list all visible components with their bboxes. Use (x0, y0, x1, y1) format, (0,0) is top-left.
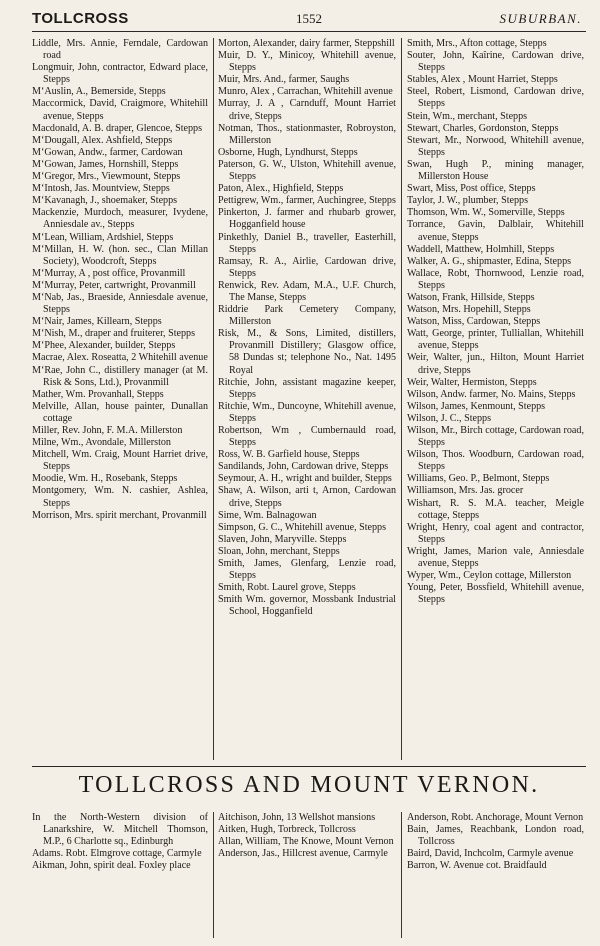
running-head-section: SUBURBAN. (499, 11, 582, 26)
directory-entry: Bain, James, Reachbank, London road, Tollcross (407, 824, 584, 848)
directory-entry: Risk, M., & Sons, Limited, distillers, Provanmill Distillery; Glasgow office, 58 Dundas st; telephone No., Nat. 1495 Royal (218, 328, 396, 376)
directory-entry: Taylor, J. W., plumber, Stepps (407, 195, 529, 207)
directory-entry: Muir, Mrs. And., farmer, Saughs (218, 74, 350, 86)
directory-entry: Watson, Miss, Cardowan, Stepps (407, 316, 541, 328)
directory-entry: Ramsay, R. A., Airlie, Cardowan drive, Stepps (218, 255, 396, 279)
directory-entry: Melville, Allan, house painter, Dunallan cottage (32, 400, 208, 424)
directory-entry: Wilson, James, Kenmount, Stepps (407, 400, 546, 412)
directory-entry: Smith, Robt. Laurel grove, Stepps (218, 582, 356, 594)
directory-entry: Notman, Thos., stationmaster, Robroyston, Millerston (218, 122, 396, 146)
running-head-place: TOLLCROSS (32, 10, 129, 27)
directory-entry: Riddrie Park Cemetery Company, Millerston (218, 304, 396, 328)
directory-column-2 (218, 38, 396, 619)
directory-entry: Longmuir, John, contractor, Edward place, Stepps (32, 62, 208, 86)
directory-entry: Shaw, A. Wilson, arti t, Arnon, Cardowan drive, Stepps (218, 485, 396, 509)
directory-entry: Ross, W. B. Garfield house, Stepps (218, 449, 360, 461)
directory-entry: Mather, Wm. Provanhall, Stepps (32, 388, 164, 400)
directory-column-3 (407, 38, 584, 606)
directory-entry: Watt, George, printer, Tulliallan, Whitehill avenue, Stepps (407, 328, 584, 352)
directory-entry: Weir, Walter, Hermiston, Stepps (407, 376, 537, 388)
directory-entry: Slaven, John, Maryville. Stepps (218, 533, 347, 545)
column-divider (401, 812, 402, 938)
directory-entry: Adams. Robt. Elmgrove cottage, Carmyle (32, 848, 202, 860)
directory-entry: Weir, Walter, jun., Hilton, Mount Harriet drive, Stepps (407, 352, 584, 376)
section-column-1 (32, 812, 208, 872)
directory-entry: In the North-Western division of Lanarkshire, W. Mitchell Thomson, M.P., 6 Charlotte sq., Edinburgh (32, 812, 208, 848)
directory-entry: Stewart, Charles, Gordonston, Stepps (407, 122, 559, 134)
directory-entry: Steel, Robert, Lismond, Cardowan drive, Stepps (407, 86, 584, 110)
directory-entry: Torrance, Gavin, Dalblair, Whitehill avenue, Stepps (407, 219, 584, 243)
directory-entry: Anderson, Robt. Anchorage, Mount Vernon (407, 812, 584, 823)
directory-entry: Williams, Geo. P., Belmont, Stepps (407, 473, 550, 485)
directory-entry: M‘Auslin, A., Bemerside, Stepps (32, 86, 166, 98)
directory-entry: Souter, John, Kaîrine, Cardowan drive, Stepps (407, 50, 584, 74)
directory-entry: Smith, James, Glenfarg, Lenzie road, Stepps (218, 558, 396, 582)
directory-entry: Stables, Alex , Mount Harriet, Stepps (407, 74, 558, 86)
directory-entry: Murray, J. A , Carnduff, Mount Harriet drive, Stepps (218, 98, 396, 122)
directory-column-1 (32, 38, 208, 522)
directory-entry: M‘Rae, John C., distillery manager (at M. Risk & Sons, Ltd.), Provanmill (32, 364, 208, 388)
directory-entry: M‘Gowan, Andw., farmer, Cardowan (32, 146, 183, 158)
directory-entry: Morton, Alexander, dairy farmer, Steppshill (218, 38, 395, 49)
directory-entry: M‘Murray, A , post office, Provanmill (32, 267, 186, 279)
directory-entry: Young, Peter, Bossfield, Whitehill avenue, Stepps (407, 582, 584, 606)
directory-entry: Simpson, G. C., Whitehill avenue, Stepps (218, 521, 387, 533)
directory-entry: Ritchie, John, assistant magazine keeper, Stepps (218, 376, 396, 400)
directory-entry: Muir, D. Y., Minicoy, Whitehill avenue, Stepps (218, 50, 396, 74)
directory-entry: Paterson, G. W., Ulston, Whitehill avenue, Stepps (218, 158, 396, 183)
directory-entry: M‘Murray, Peter, cartwright, Provanmill (32, 279, 196, 291)
directory-entry: Pinkethly, Daniel B., traveller, Easterhill, Stepps (218, 231, 396, 255)
directory-entry: Smith, Mrs., Afton cottage, Stepps (407, 38, 547, 49)
directory-entry: Pettigrew, Wm., farmer, Auchingree, Stepps (218, 195, 396, 207)
directory-entry: Liddle, Mrs. Annie, Ferndale, Cardowan road (32, 38, 208, 62)
directory-entry: Renwick, Rev. Adam, M.A., U.F. Church, The Manse, Stepps (218, 279, 396, 303)
directory-entry: Thomson, Wm. W., Somerville, Stepps (407, 207, 565, 219)
directory-entry: M‘Phee, Alexander, builder, Stepps (32, 340, 176, 352)
directory-entry: Williamson, Mrs. Jas. grocer (407, 485, 524, 497)
directory-entry: Sime, Wm. Balnagowan (218, 509, 317, 521)
directory-entry: Swan, Hugh P., mining manager, Millerston House (407, 158, 584, 183)
directory-entry: Seymour, A. H., wright and builder, Stepps (218, 473, 392, 485)
directory-entry: M‘Intosh, Jas. Mountview, Stepps (32, 183, 170, 195)
directory-entry: M‘Gregor, Mrs., Viewmount, Stepps (32, 171, 181, 183)
directory-entry: Macrae, Alex. Roseatta, 2 Whitehill avenue (32, 352, 208, 364)
directory-entry: Wilson, J. C., Stepps (407, 412, 491, 424)
directory-entry: Osborne, Hugh, Lyndhurst, Stepps (218, 146, 358, 158)
directory-entry: Mitchell, Wm. Craig, Mount Harriet drive, Stepps (32, 449, 208, 473)
column-divider (213, 38, 214, 760)
directory-entry: Wright, Henry, coal agent and contractor, Stepps (407, 521, 584, 545)
section-column-2 (218, 812, 396, 860)
directory-entry: Aitken, Hugh, Torbreck, Tollcross (218, 824, 356, 836)
directory-entry: Anderson, Jas., Hillcrest avenue, Carmyle (218, 848, 388, 860)
directory-entry: M‘Kavanagh, J., shoemaker, Stepps (32, 195, 178, 207)
column-divider (401, 38, 402, 760)
directory-entry: Barron, W. Avenue cot. Braidfauld (407, 860, 547, 872)
directory-columns (32, 38, 586, 760)
directory-entry: Wishart, R. S. M.A. teacher, Meigle cottage, Stepps (407, 497, 584, 521)
directory-entry: Macdonald, A. B. draper, Glencoe, Stepps (32, 122, 203, 134)
directory-entry: Watson, Frank, Hillside, Stepps (407, 291, 535, 303)
directory-entry: Robertson, Wm , Cumbernauld road, Stepps (218, 425, 396, 449)
directory-entry: Wallace, Robt, Thornwood, Lenzie road, Stepps (407, 267, 584, 291)
directory-entry: Sandilands, John, Cardowan drive, Stepps (218, 461, 389, 473)
section-rule (32, 766, 586, 767)
directory-entry: M‘Lean, William, Ardshiel, Stepps (32, 231, 174, 243)
directory-entry: M‘Nish, M., draper and fruiterer, Stepps (32, 328, 196, 340)
directory-entry: Wilson, Mr., Birch cottage, Cardowan road, Stepps (407, 425, 584, 449)
directory-entry: M‘Dougall, Alex. Ashfield, Stepps (32, 134, 173, 146)
directory-entry: Wright, James, Marion vale, Anniesdale avenue, Stepps (407, 545, 584, 570)
directory-entry: Mackenzie, Murdoch, measurer, Ivydene, Anniesdale av., Stepps (32, 207, 208, 231)
directory-entry: Sloan, John, merchant, Stepps (218, 545, 340, 557)
directory-entry: M‘Nair, James, Killearn, Stepps (32, 316, 162, 328)
directory-entry: Stein, Wm., merchant, Stepps (407, 110, 528, 122)
directory-entry: Miller, Rev. John, F. M.A. Millerston (32, 425, 183, 436)
directory-entry: Wyper, Wm., Ceylon cottage, Millerston (407, 570, 572, 582)
section-columns (32, 812, 586, 940)
directory-entry: Munro, Alex , Carrachan, Whitehill avenue (218, 86, 393, 98)
column-divider (213, 812, 214, 938)
directory-entry: Aitchison, John, 13 Wellshot mansions (218, 812, 376, 823)
directory-entry: Baird, David, Inchcolm, Carmyle avenue (407, 848, 574, 860)
directory-entry: Moodie, Wm. H., Rosebank, Stepps (32, 473, 178, 485)
header-rule (32, 31, 586, 32)
directory-entry: Pinkerton, J. farmer and rhubarb grower, Hogganfield house (218, 207, 396, 231)
page-header (32, 8, 586, 30)
directory-entry: Watson, Mrs. Hopehill, Stepps (407, 304, 531, 316)
directory-entry: Paton, Alex., Highfield, Stepps (218, 183, 344, 195)
directory-entry: Waddell, Matthew, Holmhill, Stepps (407, 243, 555, 255)
directory-entry: Wilson, Thos. Woodburn, Cardowan road, Stepps (407, 449, 584, 473)
directory-entry: Maccormick, David, Craigmore, Whitehill avenue, Stepps (32, 98, 208, 122)
section-title: TOLLCROSS AND MOUNT VERNON. (78, 772, 540, 798)
directory-entry: Aikman, John, spirit deal. Foxley place (32, 860, 191, 872)
directory-entry: Ritchie, Wm., Duncoyne, Whitehill avenue, Stepps (218, 400, 396, 424)
directory-entry: M‘Nab, Jas., Braeside, Anniesdale avenue, Stepps (32, 291, 208, 316)
directory-entry: M‘Millan, H. W. (hon. sec., Clan Millan Society), Woodcroft, Stepps (32, 243, 208, 267)
directory-entry: Smith Wm. governor, Mossbank Industrial School, Hogganfield (218, 594, 396, 618)
page-number: 1552 (296, 11, 322, 26)
directory-entry: Swart, Miss, Post office, Stepps (407, 183, 536, 195)
directory-entry: Allan, William, The Knowe, Mount Vernon (218, 836, 394, 848)
directory-entry: Montgomery, Wm. N. cashier, Ashlea, Stepps (32, 485, 208, 509)
directory-entry: Wilson, Andw. farmer, No. Mains, Stepps (407, 388, 576, 400)
directory-entry: Milne, Wm., Avondale, Millerston (32, 437, 171, 449)
directory-entry: Walker, A. G., shipmaster, Edina, Stepps (407, 255, 572, 267)
directory-entry: Morrison, Mrs. spirit merchant, Provanmill (32, 509, 207, 521)
directory-entry: Stewart, Mr., Norwood, Whitehill avenue, Stepps (407, 134, 584, 158)
directory-entry: M‘Gowan, James, Hornshill, Stepps (32, 158, 179, 170)
section-column-3 (407, 812, 584, 872)
